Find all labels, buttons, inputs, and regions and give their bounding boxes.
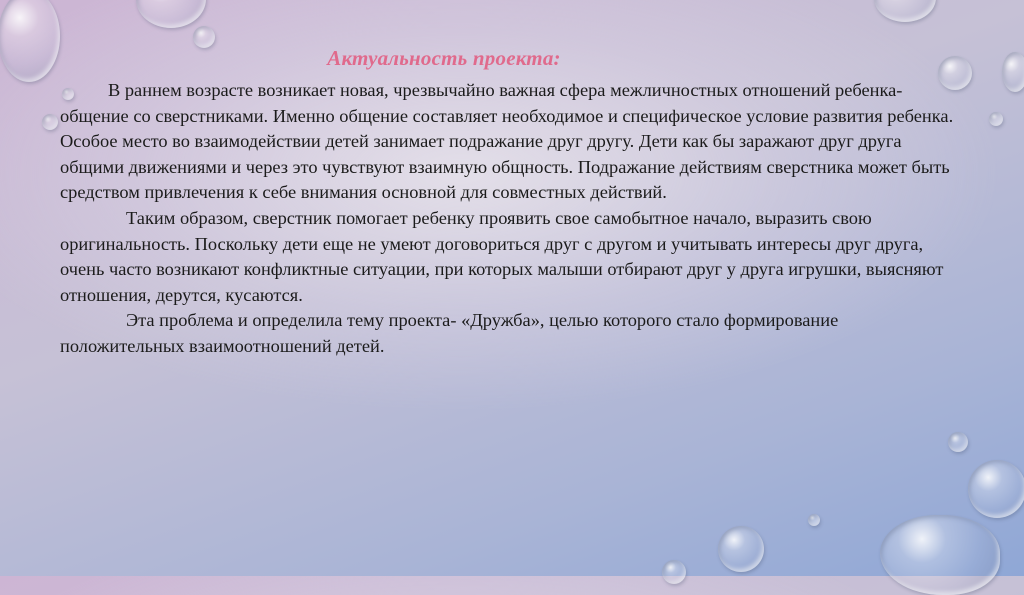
water-drop-bubble bbox=[42, 114, 58, 130]
water-drop-bubble bbox=[968, 460, 1024, 518]
water-drop-bubble bbox=[874, 0, 936, 22]
water-drop-bubble bbox=[808, 514, 820, 526]
slide-body bbox=[60, 78, 960, 360]
slide-title: Актуальность проекта: bbox=[327, 46, 561, 70]
water-drop-bubble bbox=[662, 560, 686, 584]
paragraph-1: В раннем возрасте возникает новая, чрезвычайно важная сфера межличностных отношений ребенка- общение со сверстниками. Именно общение составляет необходимое и специфическое условие развития ребенка. Особое место во взаимодействии детей занимает подражание друг другу. Дети как бы заражают друг друга общими движениями и через это чувствуют взаимную общность. Подражание действиям сверстника может быть средством привлечения к себе внимания основной для совместных действий. bbox=[60, 80, 954, 203]
water-drop-bubble bbox=[1002, 52, 1024, 92]
water-drop-bubble bbox=[136, 0, 206, 28]
paragraph-3: Эта проблема и определила тему проекта- «Дружба», целью которого стало формирование положительных взаимоотношений детей. bbox=[60, 310, 839, 356]
water-drop-bubble bbox=[948, 432, 968, 452]
paragraph-2: Таким образом, сверстник помогает ребенку проявить свое самобытное начало, выразить свою оригинальность. Поскольку дети еще не умеют договориться друг с другом и учитывать интересы друг друга, очень часто возникают конфликтные ситуации, при которых малыши отбирают друг у друга игрушки, выясняют отношения, дерутся, кусаются. bbox=[60, 207, 944, 305]
water-drop-bubble bbox=[193, 26, 215, 48]
water-drop-bubble bbox=[880, 515, 1000, 595]
water-drop-bubble bbox=[718, 526, 764, 572]
water-drop-bubble bbox=[989, 112, 1003, 126]
